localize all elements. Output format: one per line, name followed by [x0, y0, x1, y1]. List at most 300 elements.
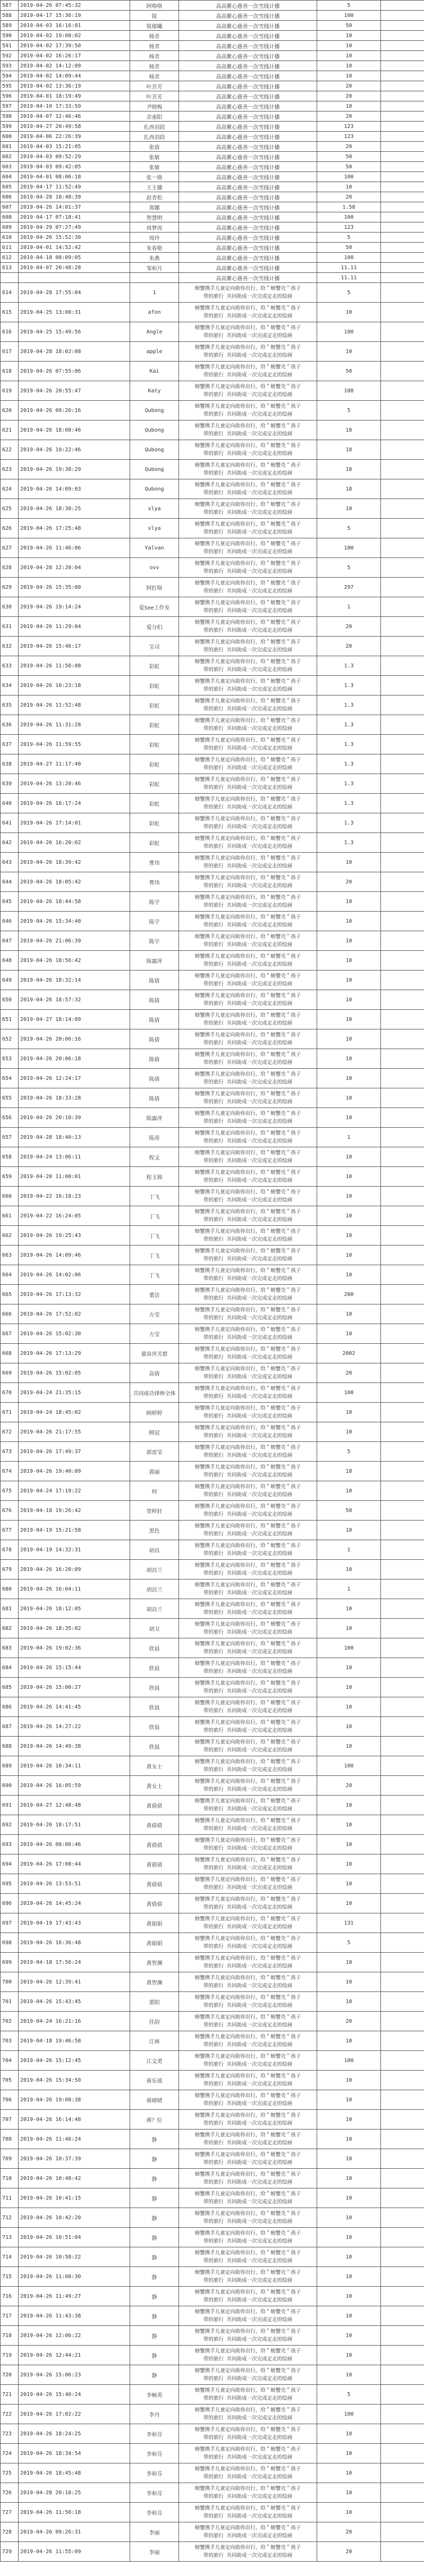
donor-name: 丁飞 [130, 1206, 179, 1226]
row-index: 721 [1, 2385, 19, 2405]
donation-time: 2019-04-26 10:23:18 [19, 676, 130, 695]
empty-cell [381, 342, 424, 362]
table-row [1, 1599, 424, 1619]
empty-cell [381, 2542, 424, 2562]
project-name: 高高紫心慈善一次雪线计播 [179, 202, 317, 212]
donation-amount: 18 [317, 460, 381, 479]
table-row [1, 91, 424, 101]
row-index: 620 [1, 401, 19, 420]
donation-amount: 100 [317, 1383, 381, 1403]
donor-name: 彩虹 [130, 656, 179, 676]
donation-amount: 50 [317, 1501, 381, 1521]
donor-name: 杨青 [130, 31, 179, 41]
row-index: 712 [1, 2208, 19, 2228]
project-name: 螃蟹携手儿童定向助你出行，给＂螃蟹壳＂孩子 带的旅行 共同助成一次完成定走的绘画 [179, 1010, 317, 1029]
donation-time: 2019-04-26 19:22:46 [19, 440, 130, 460]
empty-cell [381, 2071, 424, 2090]
empty-cell [381, 1481, 424, 1501]
row-index: 627 [1, 538, 19, 558]
table-row [1, 460, 424, 479]
donation-time: 2019-04-26 15:12:45 [19, 2051, 130, 2071]
donation-time: 2019-04-26 16:36:48 [19, 1933, 130, 1953]
row-index: 692 [1, 1815, 19, 1835]
donor-name: 曹玮 [130, 853, 179, 872]
donation-amount: 10 [317, 1619, 381, 1638]
empty-cell [381, 2110, 424, 2130]
donation-time: 2019-04-28 12:20:04 [19, 558, 130, 578]
table-row [1, 362, 424, 381]
project-name: 螃蟹携手儿童定向助你出行，给＂螃蟹壳＂孩子 带的旅行 共同助成一次完成定走的绘画 [179, 2463, 317, 2483]
donation-amount: 10 [317, 41, 381, 51]
project-name: 螃蟹携手儿童定向助你出行，给＂螃蟹壳＂孩子 带的旅行 共同助成一次完成定走的绘画 [179, 1344, 317, 1363]
donor-name: 锐 [130, 11, 179, 21]
donor-name: xlya [130, 519, 179, 538]
donation-amount: 10 [317, 342, 381, 362]
donation-time: 2019-04-26 18:12:05 [19, 1599, 130, 1619]
table-row [1, 71, 424, 81]
donation-amount: 20 [317, 617, 381, 637]
empty-cell [381, 715, 424, 735]
project-name: 螃蟹携手儿童定向助你出行，给＂螃蟹壳＂孩子 带的旅行 共同助成一次完成定走的绘画 [179, 1265, 317, 1285]
project-name: 螃蟹携手儿童定向助你出行，给＂螃蟹壳＂孩子 带的旅行 共同助成一次完成定走的绘画 [179, 460, 317, 479]
donation-amount: 10 [317, 101, 381, 111]
empty-cell [381, 990, 424, 1010]
table-row [1, 1619, 424, 1638]
table-row [1, 912, 424, 931]
donor-name: 黄智渊 [130, 1972, 179, 1992]
empty-cell [381, 1540, 424, 1560]
donor-name: 黑色 [130, 1521, 179, 1540]
donor-name: 蒋晴晴 [130, 2090, 179, 2110]
donation-amount: 5 [317, 233, 381, 243]
empty-cell [381, 1010, 424, 1029]
donation-amount: 10 [317, 2071, 381, 2090]
project-name: 螃蟹携手儿童定向助你出行，给＂螃蟹壳＂孩子 带的旅行 共同助成一次完成定走的绘画 [179, 597, 317, 617]
table-row [1, 1147, 424, 1167]
row-index: 718 [1, 2326, 19, 2346]
donor-name: 李丹 [130, 2405, 179, 2424]
donation-amount: 10 [317, 61, 381, 71]
empty-cell [381, 1678, 424, 1697]
donation-time: 2019-04-26 11:46:06 [19, 538, 130, 558]
donation-time: 2019-04-03 09:42:05 [19, 162, 130, 172]
donor-name: 张敏 [130, 162, 179, 172]
table-row [1, 2149, 424, 2169]
donation-amount: 10 [317, 1167, 381, 1187]
row-index: 664 [1, 1265, 19, 1285]
donation-amount: 5 [317, 283, 381, 303]
row-index: 590 [1, 31, 19, 41]
donor-name: 赵青松 [130, 192, 179, 202]
empty-cell [381, 1835, 424, 1854]
donor-name: 慕容世芳群 [130, 1344, 179, 1363]
donation-time: 2019-04-28 17:55:04 [19, 283, 130, 303]
donation-time: 2019-04-26 20:55:47 [19, 381, 130, 401]
empty-cell [381, 1167, 424, 1187]
donation-amount: 10 [317, 2031, 381, 2051]
donation-time: 2019-04-24 21:35:15 [19, 1383, 130, 1403]
donor-name: 李和芬 [130, 2424, 179, 2444]
table-row [1, 1501, 424, 1521]
donation-time: 2019-04-26 18:39:42 [19, 853, 130, 872]
empty-cell [381, 61, 424, 71]
donor-name: 胡昌 [130, 1540, 179, 1560]
table-row [1, 243, 424, 253]
project-name: 螃蟹携手儿童定向助你出行，给＂螃蟹壳＂孩子 带的旅行 共同助成一次完成定走的绘画 [179, 283, 317, 303]
empty-cell [381, 519, 424, 538]
donor-name: 陈露萍 [130, 1108, 179, 1128]
donor-name: 邹和月 [130, 263, 179, 273]
project-name: 高高紫心慈善一次雪线计播 [179, 263, 317, 273]
donation-amount: 10 [317, 1521, 381, 1540]
donor-name: 静 [130, 2267, 179, 2287]
project-name: 高高紫心慈善一次雪线计播 [179, 111, 317, 122]
donation-time: 2019-04-17 11:52:49 [19, 182, 130, 192]
donation-amount: 10 [317, 2463, 381, 2483]
row-index: 634 [1, 676, 19, 695]
project-name: 高高紫心慈善一次雪线计播 [179, 172, 317, 182]
donation-amount: 2002 [317, 1344, 381, 1363]
donation-time: 2019-04-27 11:17:40 [19, 754, 130, 774]
donor-name: 静 [130, 2346, 179, 2365]
row-index: 724 [1, 2444, 19, 2463]
row-index: 671 [1, 1403, 19, 1422]
empty-cell [381, 2090, 424, 2110]
empty-cell [381, 91, 424, 101]
donor-name: 陈倩 [130, 1010, 179, 1029]
table-row [1, 2503, 424, 2522]
donor-name: Qubong [130, 479, 179, 499]
donation-time: 2019-04-02 14:09:44 [19, 71, 130, 81]
table-row [1, 1678, 424, 1697]
donation-amount: 100 [317, 253, 381, 263]
project-name: 高高紫心慈善一次雪线计播 [179, 162, 317, 172]
project-name: 螃蟹携手儿童定向助你出行，给＂螃蟹壳＂孩子 带的旅行 共同助成一次完成定走的绘画 [179, 754, 317, 774]
row-index: 629 [1, 578, 19, 597]
donation-amount: 50 [317, 21, 381, 31]
donor-name: 黄倩倩 [130, 1854, 179, 1874]
table-row [1, 833, 424, 853]
row-index: 637 [1, 735, 19, 754]
donor-name: 李丽 [130, 2542, 179, 2562]
row-index: 713 [1, 2228, 19, 2247]
row-index: 612 [1, 253, 19, 263]
table-row [1, 1796, 424, 1815]
donation-amount: 10 [317, 2090, 381, 2110]
donation-amount: 1 [317, 1540, 381, 1560]
project-name: 螃蟹携手儿童定向助你出行，给＂螃蟹壳＂孩子 带的旅行 共同助成一次完成定走的绘画 [179, 1678, 317, 1697]
donor-name: 1 [130, 283, 179, 303]
row-index: 608 [1, 212, 19, 222]
donation-time: 2019-04-10 17:33:59 [19, 101, 130, 111]
table-row [1, 2463, 424, 2483]
empty-cell [381, 1894, 424, 1913]
row-index: 588 [1, 11, 19, 21]
empty-cell [381, 1285, 424, 1304]
donor-name: 欣晨 [130, 1737, 179, 1756]
donation-amount: 20 [317, 2012, 381, 2031]
donor-name: 张敏 [130, 152, 179, 162]
row-index: 665 [1, 1285, 19, 1304]
table-row [1, 1069, 424, 1088]
donor-name: 欣晨 [130, 1658, 179, 1678]
donation-amount: 5 [317, 2385, 381, 2405]
donation-amount: 50 [317, 162, 381, 172]
row-index: 605 [1, 182, 19, 192]
project-name: 螃蟹携手儿童定向助你出行，给＂螃蟹壳＂孩子 带的旅行 共同助成一次完成定走的绘画 [179, 1658, 317, 1678]
table-row [1, 1442, 424, 1462]
table-row [1, 2130, 424, 2149]
donor-name: 彩虹 [130, 774, 179, 794]
row-index: 716 [1, 2287, 19, 2306]
project-name: 螃蟹携手儿童定向助你出行，给＂螃蟹壳＂孩子 带的旅行 共同助成一次完成定走的绘画 [179, 1088, 317, 1108]
row-index: 728 [1, 2522, 19, 2542]
donor-name: 彩虹 [130, 813, 179, 833]
donation-amount: 20 [317, 1776, 381, 1796]
project-name: 高高紫心慈善一次雪线计播 [179, 81, 317, 91]
donation-time: 2019-04-26 16:20:02 [19, 833, 130, 853]
donation-amount: 123 [317, 122, 381, 132]
donor-name: 方莹 [130, 1324, 179, 1344]
donor-name: 董洁 [130, 1285, 179, 1304]
empty-cell [381, 912, 424, 931]
donation-amount: 50 [317, 243, 381, 253]
project-name: 高高紫心慈善一次雪线计播 [179, 152, 317, 162]
donation-time: 2019-04-26 14:41:45 [19, 1697, 130, 1717]
table-row [1, 1246, 424, 1265]
row-index: 619 [1, 381, 19, 401]
empty-cell [381, 754, 424, 774]
row-index: 700 [1, 1972, 19, 1992]
donation-time: 2019-04-26 09:26:16 [19, 401, 130, 420]
donation-amount: 10 [317, 2247, 381, 2267]
donation-amount: 1.3 [317, 695, 381, 715]
row-index: 656 [1, 1108, 19, 1128]
empty-cell [381, 142, 424, 152]
donation-time: 2019-04-20 11:00:01 [19, 1167, 130, 1187]
donor-name: 陈露萍 [130, 951, 179, 971]
table-row [1, 263, 424, 273]
donation-time: 2019-04-26 14:09:03 [19, 479, 130, 499]
row-index: 602 [1, 152, 19, 162]
row-index: 669 [1, 1363, 19, 1383]
donation-time: 2019-04-26 15:35:00 [19, 578, 130, 597]
empty-cell [381, 833, 424, 853]
project-name: 螃蟹携手儿童定向助你出行，给＂螃蟹壳＂孩子 带的旅行 共同助成一次完成定走的绘画 [179, 1560, 317, 1579]
empty-cell [381, 774, 424, 794]
table-row [1, 51, 424, 61]
donation-amount: 10 [317, 51, 381, 61]
project-name: 螃蟹携手儿童定向助你出行，给＂螃蟹壳＂孩子 带的旅行 共同助成一次完成定走的绘画 [179, 2031, 317, 2051]
empty-cell [381, 362, 424, 381]
donation-time: 2019-04-26 11:52:48 [19, 695, 130, 715]
row-index: 676 [1, 1501, 19, 1521]
row-index: 592 [1, 51, 19, 61]
donor-name: 李和芬 [130, 2444, 179, 2463]
table-row [1, 162, 424, 172]
donor-name: 扎西羽段 [130, 122, 179, 132]
donation-time: 2019-04-26 19:02:36 [19, 1638, 130, 1658]
donation-amount: 10 [317, 303, 381, 322]
empty-cell [381, 192, 424, 202]
table-row [1, 1422, 424, 1442]
donor-name: 静 [130, 2208, 179, 2228]
empty-cell [381, 1658, 424, 1678]
donor-name: 丁飞 [130, 1187, 179, 1206]
row-index: 604 [1, 172, 19, 182]
donor-name: 陈倩 [130, 971, 179, 990]
empty-cell [381, 460, 424, 479]
donation-amount: 10 [317, 1560, 381, 1579]
row-index: 660 [1, 1187, 19, 1206]
donation-amount: 20 [317, 2542, 381, 2562]
donation-time: 2019-04-02 19:08:02 [19, 31, 130, 41]
empty-cell [381, 2424, 424, 2444]
table-row [1, 1560, 424, 1579]
donor-name: 静 [130, 2169, 179, 2188]
donor-name: 宝司 [130, 637, 179, 656]
donation-time: 2019-04-03 16:16:01 [19, 21, 130, 31]
donor-name: 陈倩 [130, 1088, 179, 1108]
row-index: 625 [1, 499, 19, 519]
donation-time: 2019-04-01 18:19:49 [19, 91, 130, 101]
row-index: 641 [1, 813, 19, 833]
project-name: 高高紫心慈善一次雪线计播 [179, 11, 317, 21]
project-name: 螃蟹携手儿童定向助你出行，给＂螃蟹壳＂孩子 带的旅行 共同助成一次完成定走的绘画 [179, 1442, 317, 1462]
row-index: 711 [1, 2188, 19, 2208]
empty-cell [381, 2405, 424, 2424]
donation-time: 2019-04-26 15:02:05 [19, 1363, 130, 1383]
empty-cell [381, 1363, 424, 1383]
donation-amount: 100 [317, 538, 381, 558]
row-index: 704 [1, 2051, 19, 2071]
project-name: 螃蟹携手儿童定向助你出行，给＂螃蟹壳＂孩子 带的旅行 共同助成一次完成定走的绘画 [179, 912, 317, 931]
donation-time: 2019-04-25 13:00:31 [19, 303, 130, 322]
donation-time: 2019-04-26 09:26:31 [19, 2522, 130, 2542]
donation-time: 2019-04-25 15:49:56 [19, 322, 130, 342]
table-row [1, 101, 424, 111]
donor-name: 郭雷莹 [130, 1442, 179, 1462]
row-index: 640 [1, 794, 19, 813]
row-index: 688 [1, 1737, 19, 1756]
table-row [1, 2247, 424, 2267]
project-name: 螃蟹携手儿童定向助你出行，给＂螃蟹壳＂孩子 带的旅行 共同助成一次完成定走的绘画 [179, 1521, 317, 1540]
table-row [1, 1049, 424, 1069]
donation-amount: 10 [317, 1717, 381, 1737]
donation-amount: 10 [317, 1599, 381, 1619]
table-row [1, 558, 424, 578]
table-row [1, 1953, 424, 1972]
donation-amount: 18 [317, 420, 381, 440]
project-name: 螃蟹携手儿童定向助你出行，给＂螃蟹壳＂孩子 带的旅行 共同助成一次完成定走的绘画 [179, 695, 317, 715]
table-row [1, 1226, 424, 1246]
row-index: 690 [1, 1776, 19, 1796]
donor-name: 爱See工作室 [130, 597, 179, 617]
row-index: 647 [1, 931, 19, 951]
table-row [1, 440, 424, 460]
empty-cell [381, 2483, 424, 2503]
donor-name: 陈宇 [130, 931, 179, 951]
donor-name: 黄娟娟 [130, 1913, 179, 1933]
donation-amount: 5 [317, 519, 381, 538]
donation-amount: 10 [317, 1049, 381, 1069]
empty-cell [381, 303, 424, 322]
donation-amount: 11.11 [317, 263, 381, 273]
project-name: 螃蟹携手儿童定向助你出行，给＂螃蟹壳＂孩子 带的旅行 共同助成一次完成定走的绘画 [179, 990, 317, 1010]
donor-name: 黄女士 [130, 1776, 179, 1796]
donation-amount: 10 [317, 2149, 381, 2169]
donation-amount: 50 [317, 152, 381, 162]
project-name: 螃蟹携手儿童定向助你出行，给＂螃蟹壳＂孩子 带的旅行 共同助成一次完成定走的绘画 [179, 2287, 317, 2306]
row-index: 621 [1, 420, 19, 440]
donation-amount: 1.3 [317, 754, 381, 774]
row-index: 679 [1, 1560, 19, 1579]
donation-amount: 10 [317, 931, 381, 951]
donation-amount: 18 [317, 479, 381, 499]
empty-cell [381, 794, 424, 813]
donation-time: 2019-04-19 17:43:43 [19, 1913, 130, 1933]
donation-time: 2019-04-26 16:04:11 [19, 1579, 130, 1599]
donor-name: 方莹 [130, 1304, 179, 1324]
donor-name: 丁飞 [130, 1265, 179, 1285]
donation-time: 2019-04-26 11:08:30 [19, 2267, 130, 2287]
donation-amount: 5 [317, 1442, 381, 1462]
empty-cell [381, 2169, 424, 2188]
donation-amount: 10 [317, 2228, 381, 2247]
donation-time: 2019-04-26 08:06:46 [19, 1835, 130, 1854]
donation-amount: 10 [317, 1226, 381, 1246]
empty-cell [381, 111, 424, 122]
donation-amount: 10 [317, 1187, 381, 1206]
row-index [1, 273, 19, 283]
donor-name: 陈宇 [130, 912, 179, 931]
row-index: 723 [1, 2424, 19, 2444]
donation-time: 2019-04-26 14:45:24 [19, 1894, 130, 1913]
table-row [1, 283, 424, 303]
donation-amount: 123 [317, 132, 381, 142]
donation-time: 2019-04-27 20:49:58 [19, 122, 130, 132]
row-index: 611 [1, 243, 19, 253]
donation-amount: 10 [317, 912, 381, 931]
donation-time: 2019-04-26 18:35:02 [19, 1619, 130, 1638]
table-row [1, 1010, 424, 1029]
donor-name: 静 [130, 2247, 179, 2267]
empty-cell [381, 132, 424, 142]
donation-time: 2019-04-26 16:17:24 [19, 794, 130, 813]
empty-cell [381, 1422, 424, 1442]
table-row [1, 1344, 424, 1363]
empty-cell [381, 2346, 424, 2365]
donation-amount: 5 [317, 1, 381, 11]
donor-name: 李和芬 [130, 2503, 179, 2522]
empty-cell [381, 152, 424, 162]
donation-time: 2019-04-22 16:24:05 [19, 1206, 130, 1226]
project-name: 螃蟹携手儿童定向助你出行，给＂螃蟹壳＂孩子 带的旅行 共同助成一次完成定走的绘画 [179, 1540, 317, 1560]
empty-cell [381, 322, 424, 342]
donation-amount: 1.3 [317, 794, 381, 813]
donation-time: 2019-04-26 15:02:30 [19, 1324, 130, 1344]
row-index: 714 [1, 2247, 19, 2267]
donation-amount: 1.3 [317, 715, 381, 735]
donation-time: 2019-04-26 10:51:04 [19, 2228, 130, 2247]
row-index: 689 [1, 1756, 19, 1776]
donation-time: 2019-04-26 18:56:42 [19, 951, 130, 971]
table-row [1, 1776, 424, 1796]
table-row [1, 31, 424, 41]
project-name: 螃蟹携手儿童定向助你出行，给＂螃蟹壳＂孩子 带的旅行 共同助成一次完成定走的绘画 [179, 676, 317, 695]
table-row [1, 990, 424, 1010]
donor-name: 陈倩 [130, 990, 179, 1010]
